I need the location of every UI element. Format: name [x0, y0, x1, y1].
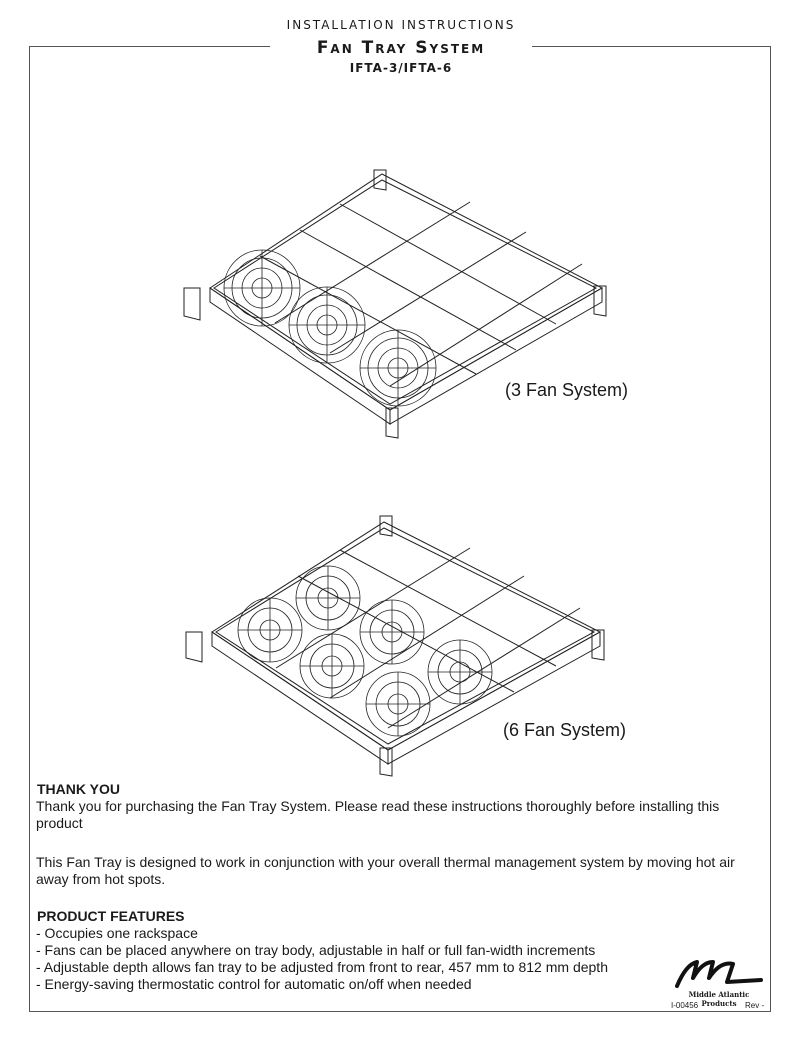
list-item: - Occupies one rackspace: [36, 925, 198, 941]
model-number: IFTA-3/IFTA-6: [349, 61, 453, 75]
revision: Rev -: [745, 1001, 765, 1010]
figure-caption-6-fan: (6 Fan System): [503, 720, 627, 740]
header-kicker: INSTALLATION INSTRUCTIONS: [286, 18, 516, 32]
page-title: Fan Tray System: [270, 38, 532, 58]
list-item: - Fans can be placed anywhere on tray body, adjustable in half or full fan-width increments: [36, 942, 596, 958]
thank-you-heading: THANK YOU: [37, 781, 120, 797]
brand-name: Middle Atlantic Products: [688, 990, 750, 1008]
features-list: [36, 925, 608, 993]
list-item: - Adjustable depth allows fan tray to be adjusted from front to rear, 457 mm to 812 mm depth: [36, 959, 608, 975]
features-heading: PRODUCT FEATURES: [37, 908, 185, 924]
list-item: - Energy-saving thermostatic control for automatic on/off when needed: [36, 976, 472, 992]
figure-caption-3-fan: (3 Fan System): [505, 380, 629, 400]
description-paragraph: This Fan Tray is designed to work in conjunction with your overall thermal management system by moving hot air away from hot spots.: [36, 854, 735, 887]
brand-logo-icon: [671, 958, 767, 990]
fan-tray-3-illustration: [170, 160, 615, 445]
document-id: I-00456: [671, 1001, 699, 1010]
thank-you-paragraph: Thank you for purchasing the Fan Tray System. Please read these instructions thoroughly before installing this product: [36, 798, 720, 831]
